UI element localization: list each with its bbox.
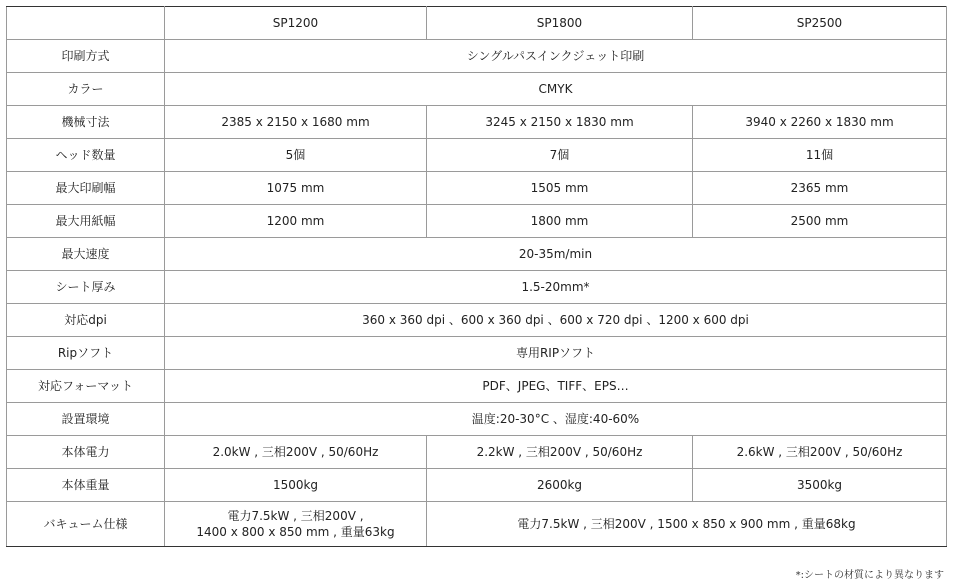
row-label: ヘッド数量 xyxy=(7,139,165,172)
header-row xyxy=(7,7,947,40)
row-value: 360 x 360 dpi 、600 x 360 dpi 、600 x 720 dpi 、1200 x 600 dpi xyxy=(165,304,947,337)
row-label: 最大用紙幅 xyxy=(7,205,165,238)
cell-sp2500: 3500kg xyxy=(693,469,947,502)
cell-sp1200: 5個 xyxy=(165,139,427,172)
footnote: *:シートの材質により異なります xyxy=(795,570,944,581)
header-model-sp2500: SP2500 xyxy=(693,7,947,40)
row-label: 設置環境 xyxy=(7,403,165,436)
cell-sp2500: 3940 x 2260 x 1830 mm xyxy=(693,106,947,139)
row-label: 最大速度 xyxy=(7,238,165,271)
cell-sp1200: 2385 x 2150 x 1680 mm xyxy=(165,106,427,139)
row-value: PDF、JPEG、TIFF、EPS… xyxy=(165,370,947,403)
cell-sp1200: 1075 mm xyxy=(165,172,427,205)
cell-sp1200: 1200 mm xyxy=(165,205,427,238)
row-label: シート厚み xyxy=(7,271,165,304)
row-print-method xyxy=(7,40,947,73)
row-weight xyxy=(7,469,947,502)
row-label: 対応フォーマット xyxy=(7,370,165,403)
header-empty-cell xyxy=(7,7,165,40)
cell-sp1200: 2.0kW , 三相200V , 50/60Hz xyxy=(165,436,427,469)
cell-sp1800: 2.2kW , 三相200V , 50/60Hz xyxy=(427,436,693,469)
row-max-print-width xyxy=(7,172,947,205)
row-value: 温度:20-30°C 、湿度:40-60% xyxy=(165,403,947,436)
vacuum-sp1200-line2: 1400 x 800 x 850 mm , 重量63kg xyxy=(196,525,395,539)
cell-sp1800: 3245 x 2150 x 1830 mm xyxy=(427,106,693,139)
vacuum-sp1200-line1: 電力7.5kW , 三相200V , xyxy=(227,509,364,523)
header-model-sp1800: SP1800 xyxy=(427,7,693,40)
cell-sp2500: 2365 mm xyxy=(693,172,947,205)
row-label: 最大印刷幅 xyxy=(7,172,165,205)
row-rip xyxy=(7,337,947,370)
cell-sp1800: 1800 mm xyxy=(427,205,693,238)
row-label: 本体電力 xyxy=(7,436,165,469)
row-environment xyxy=(7,403,947,436)
row-label: Ripソフト xyxy=(7,337,165,370)
row-max-speed xyxy=(7,238,947,271)
cell-sp1800: 2600kg xyxy=(427,469,693,502)
spec-table xyxy=(6,6,947,547)
row-max-paper-width xyxy=(7,205,947,238)
row-label: 機械寸法 xyxy=(7,106,165,139)
row-power xyxy=(7,436,947,469)
cell-sp1800: 1505 mm xyxy=(427,172,693,205)
header-model-sp1200: SP1200 xyxy=(165,7,427,40)
row-value: シングルパスインクジェット印刷 xyxy=(165,40,947,73)
row-label: 印刷方式 xyxy=(7,40,165,73)
row-sheet-thickness xyxy=(7,271,947,304)
row-value: 20-35m/min xyxy=(165,238,947,271)
row-label: バキューム仕様 xyxy=(7,502,165,547)
row-vacuum xyxy=(7,502,947,547)
cell-sp2500: 2.6kW , 三相200V , 50/60Hz xyxy=(693,436,947,469)
row-label: カラー xyxy=(7,73,165,106)
cell-sp1800-sp2500: 電力7.5kW , 三相200V , 1500 x 850 x 900 mm , 重量68kg xyxy=(427,502,947,547)
row-heads xyxy=(7,139,947,172)
row-value: 1.5-20mm* xyxy=(165,271,947,304)
cell-sp1800: 7個 xyxy=(427,139,693,172)
cell-sp2500: 2500 mm xyxy=(693,205,947,238)
row-value: CMYK xyxy=(165,73,947,106)
row-dimensions xyxy=(7,106,947,139)
row-dpi xyxy=(7,304,947,337)
cell-sp1200 xyxy=(165,502,427,547)
row-label: 本体重量 xyxy=(7,469,165,502)
cell-sp1200: 1500kg xyxy=(165,469,427,502)
row-color xyxy=(7,73,947,106)
cell-sp2500: 11個 xyxy=(693,139,947,172)
row-formats xyxy=(7,370,947,403)
row-label: 対応dpi xyxy=(7,304,165,337)
row-value: 専用RIPソフト xyxy=(165,337,947,370)
